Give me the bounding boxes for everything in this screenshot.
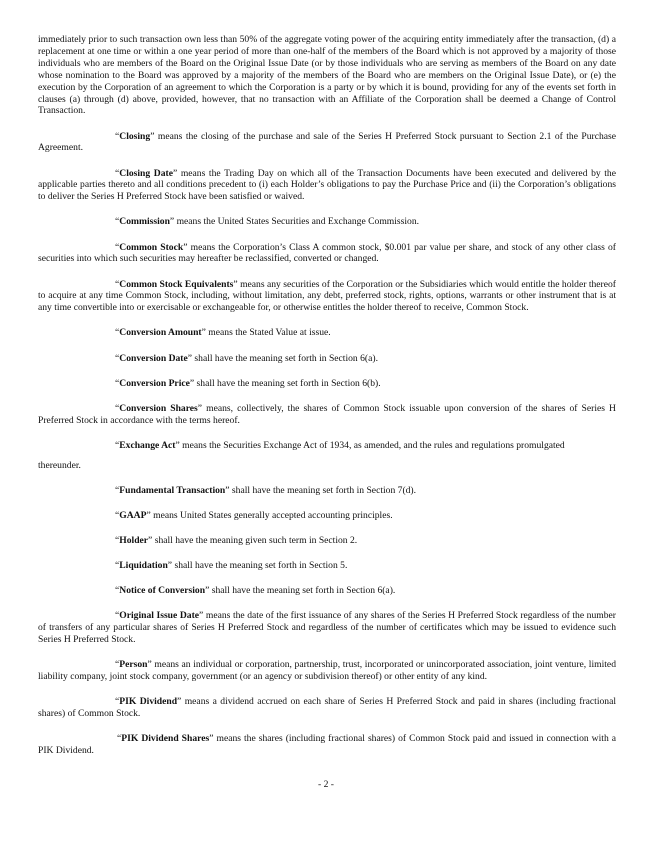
defined-term: PIK Dividend xyxy=(119,696,178,708)
definition-text: means an individual or corporation, partnership, trust, incorporated or unincorporated association, joint venture, limited liability company, joint stock company, government (or an agency or subdivision thereof) or other entity of any kind. xyxy=(38,659,616,682)
definition-fundamental-transaction: “Fundamental Transaction” shall have the meaning set forth in Section 7(d). xyxy=(115,484,417,496)
defined-term: Closing Date xyxy=(119,167,173,179)
definition-original-issue-date: “Original Issue Date” means the date of the first issuance of any shares of the Series H Preferred Stock regardless of the number of transfers of any particular shares of Series H Preferred Stock and regardless of the number of certificates which may be issued to evidence such Series H Preferred Stock. xyxy=(38,610,616,645)
definition-text: shall have the meaning set forth in Section 6(b). xyxy=(194,377,381,389)
defined-term: Holder xyxy=(119,534,149,546)
definition-pik-dividend-shares: “PIK Dividend Shares” means the shares (including fractional shares) of Common Stock paid and issued in connection with a PIK Dividend. xyxy=(38,733,617,756)
definition-text: means the date of the first issuance of any shares of the Series H Preferred Stock regardless of the number of transfers of any particular shares of Series H Preferred Stock and regardless of the number of certificates which may be issued to evidence such Series H Preferred Stock. xyxy=(38,610,616,645)
definition-closing-date: “Closing Date” means the Trading Day on which all of the Transaction Documents have been executed and delivered by the applicable parties thereto and all conditions precedent to (i) each Holder’s obligations to pay the Purchase Price and (ii) the Corporation’s obligations to deliver the Series H Preferred Stock have been satisfied or waived. xyxy=(38,167,616,203)
opening-paragraph: immediately prior to such transaction own less than 50% of the aggregate voting power of the acquiring entity immediately after the transaction, (d) a replacement at one time or within a one year period of more than one-half of the members of the Board which is not approved by a majority of those individuals who are members of the Board on the Original Issue Date (or by those individuals who are serving as members of the Board on any date whose nomination to the Board was approved by a majority of the members of the Board who are members on the Original Issue Date), or (e) the execution by the Corporation of an agreement to which the Corporation is a party or by which it is bound, providing for any of the events set forth in clauses (a) through (d) above, provided, however, that no transaction with an Affiliate of the Corporation shall be deemed a Change of Control Transaction. xyxy=(38,34,616,117)
defined-term: Common Stock xyxy=(119,241,184,253)
definition-conversion-price: “Conversion Price” shall have the meaning set forth in Section 6(b). xyxy=(115,377,381,389)
definition-text: means, collectively, the shares of Common Stock issuable upon conversion of the shares of Series H Preferred Stock in accordance with the terms hereof. xyxy=(38,402,616,426)
defined-term: Commission xyxy=(119,216,170,228)
definition-pik-dividend: “PIK Dividend” means a dividend accrued on each share of Series H Preferred Stock and paid in shares (including fractional shares) of Common Stock. xyxy=(38,696,616,719)
definition-closing: “Closing” means the closing of the purchase and sale of the Series H Preferred Stock pursuant to Section 2.1 of the Purchase Agreement. xyxy=(38,130,616,154)
defined-term: Conversion Amount xyxy=(119,327,202,339)
definition-text: means the United States Securities and Exchange Commission. xyxy=(174,216,420,228)
definition-conversion-amount: “Conversion Amount” means the Stated Value at issue. xyxy=(115,327,331,339)
defined-term: Closing xyxy=(119,130,151,142)
definition-text: shall have the meaning set forth in Section 7(d). xyxy=(229,484,417,496)
definition-common-stock: “Common Stock” means the Corporation’s Class A common stock, $0.001 par value per share, and stock of any other class of securities into which such securities may hereafter be reclassified, converted or changed. xyxy=(38,241,616,265)
defined-term: PIK Dividend Shares xyxy=(121,733,210,745)
defined-term: Person xyxy=(119,659,148,671)
defined-term: Original Issue Date xyxy=(119,610,200,622)
definition-text: means the Securities Exchange Act of 1934, as amended, and the rules and regulations promulgated xyxy=(179,439,565,451)
defined-term: Conversion Date xyxy=(119,352,188,364)
definition-text: shall have the meaning set forth in Section 6(a). xyxy=(192,352,378,364)
definition-conversion-shares: “Conversion Shares” means, collectively, the shares of Common Stock issuable upon conversion of the shares of Series H Preferred Stock in accordance with the terms hereof. xyxy=(38,402,616,426)
defined-term: Exchange Act xyxy=(119,439,176,451)
definition-text: means a dividend accrued on each share of Series H Preferred Stock and paid in shares (including fractional shares) of Common Stock. xyxy=(38,696,616,719)
definition-text: means the Trading Day on which all of the Transaction Documents have been executed and delivered by the applicable parties thereto and all conditions precedent to (i) each Holder’s obligations to pay the Purchase Price and (ii) the Corporation’s obligations to deliver the Series H Preferred Stock have been satisfied or waived. xyxy=(38,167,616,203)
definition-text: shall have the meaning given such term in Section 2. xyxy=(152,534,358,546)
definition-person: “Person” means an individual or corporation, partnership, trust, incorporated or unincorporated association, joint venture, limited liability company, joint stock company, government (or an agency or subdivision thereof) or other entity of any kind. xyxy=(38,659,616,682)
definition-tail: thereunder. xyxy=(38,459,81,471)
definition-text: means United States generally accepted accounting principles. xyxy=(150,509,393,521)
document-page xyxy=(38,34,616,770)
defined-term: Common Stock Equivalents xyxy=(119,278,234,290)
definition-common-stock-equivalents: “Common Stock Equivalents” means any securities of the Corporation or the Subsidiaries which would entitle the holder thereof to acquire at any time Common Stock, including, without limitation, any debt, preferred stock, rights, options, warrants or other instrument that is at any time convertible into or exercisable or exchangeable for, or otherwise entitles the holder thereof to receive, Common Stock. xyxy=(38,278,616,314)
definition-conversion-date: “Conversion Date” shall have the meaning set forth in Section 6(a). xyxy=(115,352,378,364)
definition-gaap: “GAAP” means United States generally accepted accounting principles. xyxy=(115,509,393,521)
defined-term: Fundamental Transaction xyxy=(119,484,226,496)
definition-text: means the Stated Value at issue. xyxy=(205,327,331,339)
defined-term: Conversion Price xyxy=(119,377,190,389)
page-number: - 2 - xyxy=(318,779,334,790)
definition-text: means the shares (including fractional shares) of Common Stock paid and issued in connection with a PIK Dividend. xyxy=(38,733,617,756)
definition-text: means the Corporation’s Class A common stock, $0.001 par value per share, and stock of any other class of securities into which such securities may hereafter be reclassified, converted or changed. xyxy=(38,241,616,265)
defined-term: Liquidation xyxy=(119,560,168,571)
defined-term: Conversion Shares xyxy=(119,402,198,414)
definition-notice-of-conversion: “Notice of Conversion” shall have the meaning set forth in Section 6(a). xyxy=(115,585,396,597)
definition-commission: “Commission” means the United States Securities and Exchange Commission. xyxy=(115,216,420,228)
definition-text: shall have the meaning set forth in Section 6(a). xyxy=(209,585,396,597)
definition-holder: “Holder” shall have the meaning given such term in Section 2. xyxy=(115,534,358,546)
defined-term: Notice of Conversion xyxy=(119,585,206,597)
definition-text: means the closing of the purchase and sale of the Series H Preferred Stock pursuant to Section 2.1 of the Purchase Agreement. xyxy=(38,130,616,154)
definition-text: means any securities of the Corporation or the Subsidiaries which would entitle the holder thereof to acquire at any time Common Stock, including, without limitation, any debt, preferred stock, rights, options, warrants or other instrument that is at any time convertible into or exercisable or exchangeable for, or otherwise entitles the holder thereof to receive, Common Stock. xyxy=(38,278,616,314)
definition-liquidation: “Liquidation” shall have the meaning set forth in Section 5. xyxy=(115,560,348,571)
defined-term: GAAP xyxy=(119,509,147,521)
definition-exchange-act: “Exchange Act” means the Securities Exchange Act of 1934, as amended, and the rules and regulations promulgated thereunder. xyxy=(38,440,616,472)
definition-text: shall have the meaning set forth in Section 5. xyxy=(172,560,348,571)
